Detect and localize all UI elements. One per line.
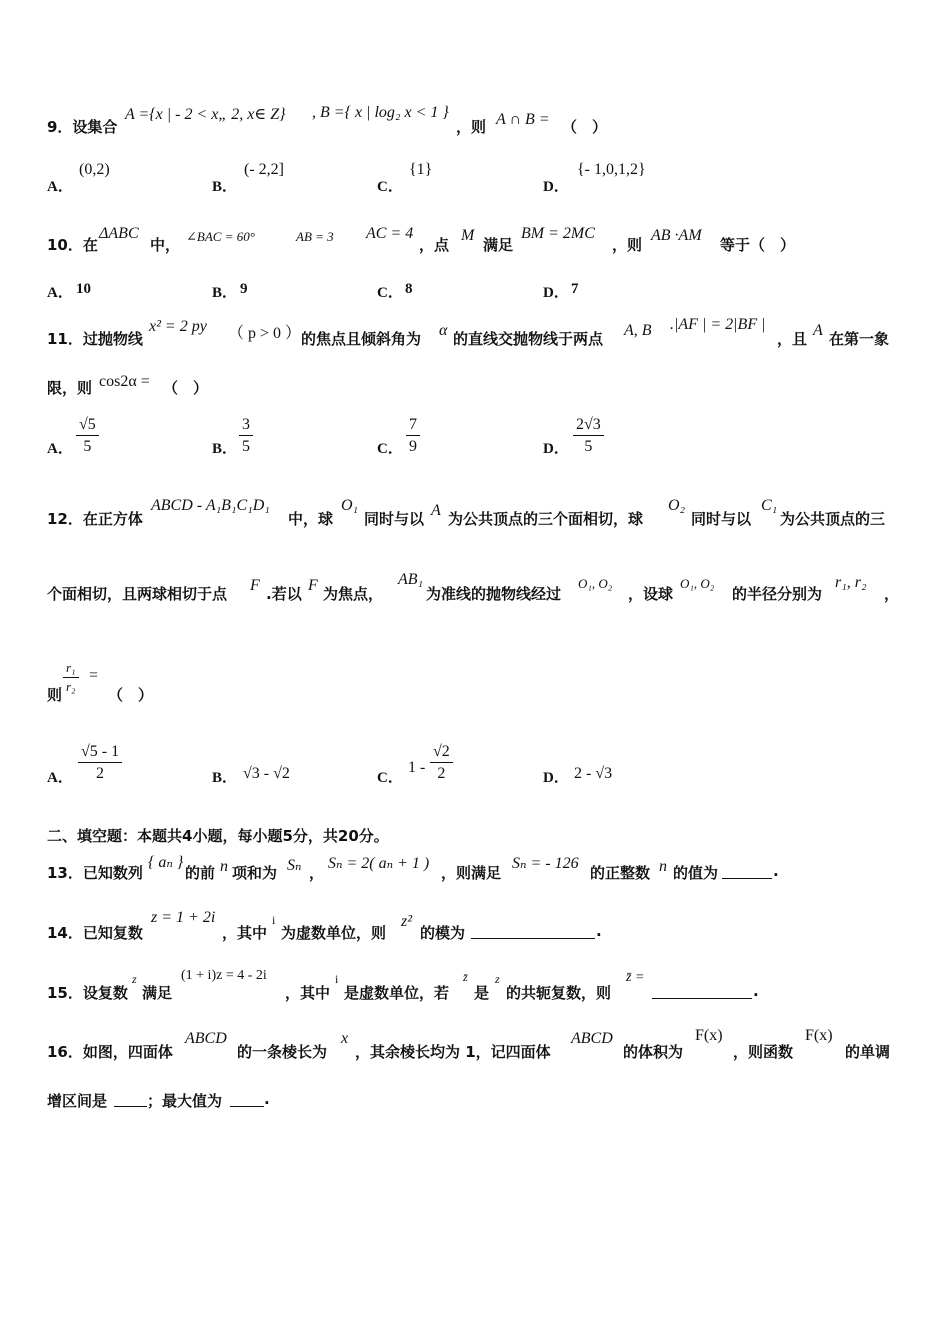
- q12-paren: （ ）: [108, 686, 154, 704]
- q16-text-4: ，则函数: [733, 1043, 794, 1061]
- q12-text-1: 中，球: [288, 510, 334, 528]
- q10-text-4: ，则: [612, 236, 643, 254]
- q10-number: 10．在: [47, 236, 98, 254]
- q12-option-c: [430, 743, 453, 784]
- q12-option-a-den: 2: [96, 765, 105, 782]
- q12-option-b-label: B．: [212, 770, 238, 786]
- q16-number: 16．如图，四面体: [47, 1043, 173, 1061]
- q12-equals: =: [89, 667, 99, 684]
- q14-answer-blank[interactable]: [471, 926, 595, 939]
- q12-option-b: √3 - √2: [243, 765, 290, 782]
- q10-option-c-label: C．: [377, 285, 403, 301]
- q12-line2-b: .若以: [266, 585, 302, 603]
- q15-answer-blank[interactable]: [652, 986, 752, 999]
- q12-line2-c: 为焦点，: [323, 585, 384, 603]
- q12-text-5: 为公共顶点的三: [780, 510, 886, 528]
- q12-ratio: [63, 660, 79, 695]
- q9-option-b: (- 2,2]: [244, 161, 284, 178]
- q16-fx: F(x): [695, 1027, 723, 1044]
- q10-option-c: 8: [405, 281, 413, 297]
- q12-option-a-num: √5 - 1: [78, 743, 122, 763]
- q14-number: 14．已知复数: [47, 924, 143, 942]
- q11-option-b-num: 3: [239, 416, 253, 436]
- q12-o1: O₁: [341, 497, 359, 514]
- q9-option-a-label: A．: [47, 179, 73, 195]
- q12-f: F: [250, 577, 260, 594]
- q11-text-1: 的焦点且倾斜角为: [301, 330, 422, 348]
- q12-f2: F: [308, 577, 318, 594]
- q9-set-a: A ={x | - 2 < x„ 2, x∈ Z}: [125, 106, 286, 123]
- q10-text-2: ，点: [419, 236, 450, 254]
- q12-number: 12．在正方体: [47, 510, 143, 528]
- q16-line2-b: ；最大值为: [147, 1092, 223, 1110]
- q13-number: 13．已知数列: [47, 864, 143, 882]
- q10-point-m: M: [461, 227, 475, 244]
- q15-text-2: ，其中: [285, 984, 331, 1002]
- q9-expr: A ∩ B =: [496, 111, 550, 128]
- q13-n2: n: [659, 858, 667, 875]
- q11-option-a-den: 5: [83, 438, 92, 455]
- q10-option-b-label: B．: [212, 285, 238, 301]
- q13-text-1: 的前: [185, 864, 216, 882]
- q16-fx-2: F(x): [805, 1027, 833, 1044]
- q12-o2: O₂: [668, 497, 686, 514]
- q11-text-3: ，且: [777, 330, 808, 348]
- q13-equation-2: Sₙ = - 126: [512, 855, 579, 872]
- q10-text-3: 满足: [483, 236, 514, 254]
- q16-text-5: 的单调: [845, 1043, 891, 1061]
- q13-end: .: [773, 862, 779, 880]
- q13-text-6: 的值为: [673, 864, 719, 882]
- q11-option-d-label: D．: [543, 441, 569, 457]
- q10-bm: BM = 2MC: [521, 225, 595, 242]
- q9-option-b-label: B．: [212, 179, 238, 195]
- q12-line2-a: 个面相切，且两球相切于点: [47, 585, 228, 603]
- q9-option-a: (0,2): [79, 161, 110, 178]
- q11-cos: cos2α =: [99, 373, 150, 390]
- q11-option-c-num: 7: [406, 416, 420, 436]
- q10-text-5: 等于（ ）: [720, 236, 796, 254]
- q11-number: 11．过抛物线: [47, 330, 143, 348]
- q12-o1-o2-b: O₁, O₂: [680, 576, 715, 591]
- q12-option-a: [78, 743, 122, 784]
- q14-z-squared: z²: [401, 913, 413, 930]
- q9-set-b: , B ={ x | log₂ x < 1 }: [312, 104, 449, 121]
- q9-option-c-label: C．: [377, 179, 403, 195]
- q12-radii: r₁, r₂: [835, 574, 867, 591]
- q11-option-b-den: 5: [242, 438, 250, 455]
- q11-option-a-label: A．: [47, 441, 73, 457]
- q12-ratio-num: r₁: [63, 660, 79, 678]
- q13-sequence: { aₙ }: [148, 854, 184, 871]
- q12-cube: ABCD - A₁B₁C₁D₁: [151, 497, 270, 514]
- q11-option-c: [406, 416, 420, 457]
- q14-i: i: [272, 913, 276, 927]
- q12-option-c-den: 2: [437, 765, 446, 782]
- q12-ratio-den: r₂: [66, 679, 76, 694]
- q16-abcd-2: ABCD: [571, 1030, 613, 1047]
- q13-text-2: 项和为: [232, 864, 278, 882]
- q12-text-3: 为公共顶点的三个面相切，球: [448, 510, 644, 528]
- q13-equation: Sₙ = 2( aₙ + 1 ): [328, 855, 430, 872]
- q12-text-4: 同时与以: [691, 510, 752, 528]
- q11-option-c-den: 9: [409, 438, 417, 455]
- q10-angle: ∠BAC = 60°: [186, 229, 255, 244]
- q10-ac: AC = 4: [366, 225, 414, 242]
- q16-text-3: 的体积为: [623, 1043, 684, 1061]
- q16-text-1: 的一条棱长为: [237, 1043, 328, 1061]
- q11-option-a-num: √5: [76, 416, 99, 436]
- q10-option-a-label: A．: [47, 285, 73, 301]
- q12-o1-o2: O₁, O₂: [578, 576, 613, 591]
- q14-text-2: 为虚数单位，则: [281, 924, 387, 942]
- q13-text-4: ，则满足: [441, 864, 502, 882]
- q11-option-b-label: B．: [212, 441, 238, 457]
- q15-number: 15．设复数: [47, 984, 128, 1002]
- q12-c1: C₁: [761, 497, 778, 514]
- q12-option-c-label: C．: [377, 770, 403, 786]
- q10-option-b: 9: [240, 281, 248, 297]
- q11-option-b: [239, 416, 253, 457]
- q15-text-4: 是: [474, 984, 490, 1002]
- q15-i: i: [335, 972, 339, 986]
- q11-option-d-num: 2√3: [573, 416, 604, 436]
- q11-option-d: [573, 416, 604, 457]
- q12-line2-e: ，设球: [628, 585, 674, 603]
- q12-option-d: 2 - √3: [574, 765, 613, 782]
- q10-triangle: ΔABC: [99, 225, 139, 242]
- q16-answer-blank-1[interactable]: [114, 1094, 147, 1107]
- q11-line2-b: （ ）: [163, 379, 209, 397]
- q16-text-2: ，其余棱长均为 1，记四面体: [355, 1043, 551, 1061]
- q16-line2-c: .: [264, 1090, 270, 1108]
- q15-z2: z: [495, 972, 500, 986]
- q11-line2-a: 限，则: [47, 379, 93, 397]
- q15-z-bar: z̄: [463, 970, 468, 984]
- q14-complex: z = 1 + 2i: [151, 909, 216, 926]
- section-2-header: 二、填空题：本题共4小题，每小题5分，共20分。: [47, 827, 389, 845]
- q11-option-c-label: C．: [377, 441, 403, 457]
- q11-text-2: 的直线交抛物线于两点: [453, 330, 604, 348]
- q12-line2-d: 为准线的抛物线经过: [426, 585, 562, 603]
- q10-option-a: 10: [76, 281, 91, 297]
- q10-text-1: 中，: [150, 236, 181, 254]
- q12-option-d-label: D．: [543, 770, 569, 786]
- q15-z-bar-2: z̄ =: [626, 970, 645, 985]
- q13-text-3: ，: [309, 864, 325, 882]
- q15-z: z: [132, 972, 137, 986]
- q9-option-d-label: D．: [543, 179, 569, 195]
- q11-parabola: x² = 2 py: [149, 318, 207, 335]
- q11-text-4: 在第一象: [829, 330, 890, 348]
- q16-x: x: [341, 1030, 349, 1047]
- q12-option-a-label: A．: [47, 770, 73, 786]
- q12-point-a: A: [431, 502, 441, 519]
- q11-condition: （ p > 0 ）: [228, 325, 302, 342]
- q11-option-d-den: 5: [584, 438, 593, 455]
- q15-text-3: 是虚数单位，若: [344, 984, 450, 1002]
- q9-option-d: {- 1,0,1,2}: [577, 161, 646, 178]
- q10-option-d: 7: [571, 281, 579, 297]
- q10-dot-product: AB ·AM: [651, 227, 702, 244]
- q12-option-c-num: √2: [430, 743, 453, 763]
- q9-option-c: {1}: [409, 161, 433, 178]
- q12-ab1: AB₁: [398, 571, 424, 588]
- q11-point-a: A: [813, 322, 823, 339]
- q10-ab: AB = 3: [296, 229, 334, 244]
- q10-option-d-label: D．: [543, 285, 569, 301]
- q12-option-c-prefix: 1 -: [408, 759, 426, 776]
- q13-text-5: 的正整数: [590, 864, 651, 882]
- q9-paren: （ ）: [562, 118, 608, 136]
- q12-line3-a: 则: [47, 686, 63, 704]
- q15-text-5: 的共轭复数，则: [506, 984, 612, 1002]
- q14-end: .: [596, 922, 602, 940]
- q12-line2-g: ，: [884, 585, 900, 603]
- q9-tail: ，则: [456, 118, 487, 136]
- q12-line2-f: 的半径分别为: [732, 585, 823, 603]
- q12-text-2: 同时与以: [364, 510, 425, 528]
- q11-option-a: [76, 416, 99, 457]
- q11-points: A, B: [624, 322, 652, 339]
- q13-n: n: [220, 858, 228, 875]
- q11-abs-relation: .|AF | = 2|BF |: [670, 316, 766, 333]
- q15-end: .: [753, 982, 759, 1000]
- q13-answer-blank[interactable]: [722, 866, 772, 879]
- q14-text-1: ，其中: [222, 924, 268, 942]
- q16-answer-blank-2[interactable]: [230, 1094, 264, 1107]
- q11-alpha: α: [439, 322, 448, 339]
- q14-text-3: 的模为: [420, 924, 466, 942]
- q13-sn: Sₙ: [287, 857, 302, 874]
- q15-text-1: 满足: [142, 984, 173, 1002]
- q9-number: 9．设集合: [47, 118, 118, 136]
- q16-line2-a: 增区间是: [47, 1092, 108, 1110]
- q15-equation: (1 + i)z = 4 - 2i: [181, 968, 267, 983]
- q16-abcd: ABCD: [185, 1030, 227, 1047]
